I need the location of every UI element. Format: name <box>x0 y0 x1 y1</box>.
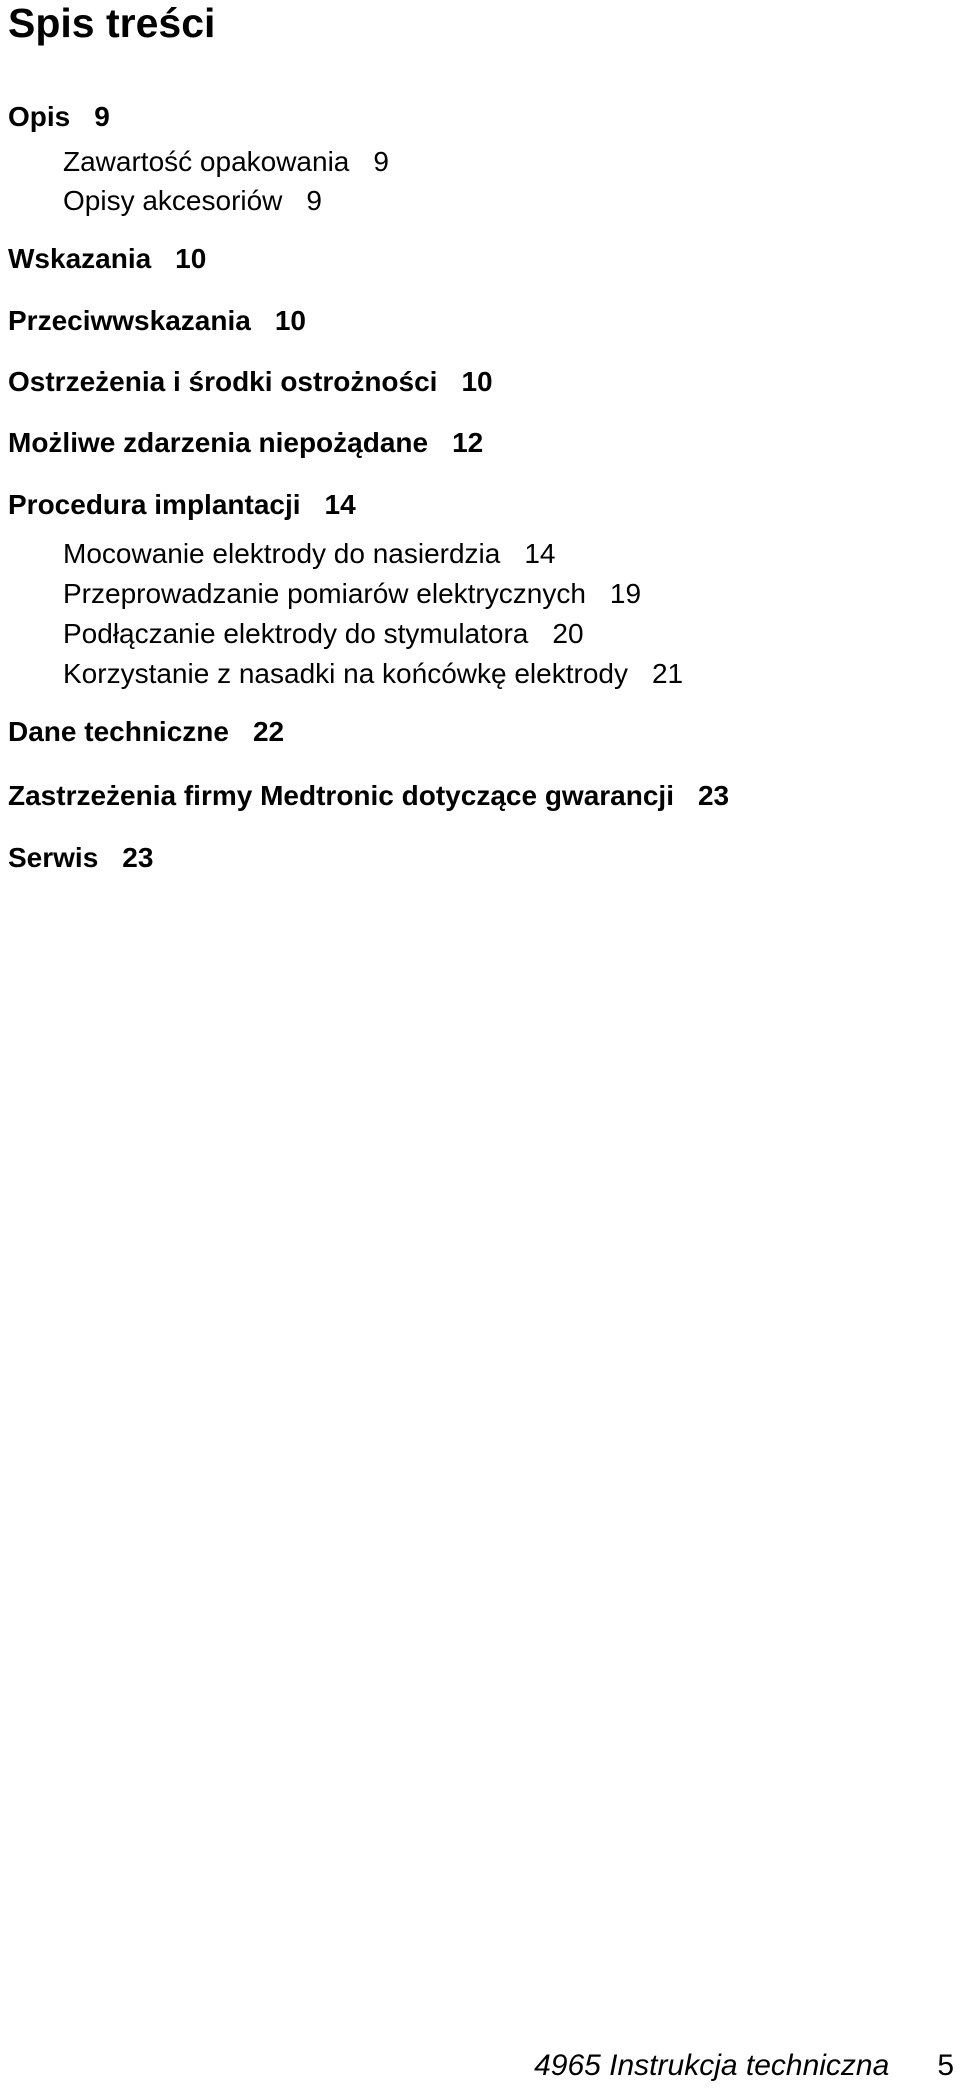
toc-entry-page: 9 <box>94 101 110 132</box>
toc-entry-label: Dane techniczne <box>8 716 229 747</box>
footer-document-title: 4965 Instrukcja techniczna <box>534 2049 890 2082</box>
toc-entry-procedura-implantacji[interactable] <box>8 488 356 522</box>
toc-entry-page: 14 <box>524 538 556 569</box>
toc-entry-label: Podłączanie elektrody do stymulatora <box>63 618 529 649</box>
toc-entry-label: Mocowanie elektrody do nasierdzia <box>63 538 501 569</box>
toc-entry-label: Korzystanie z nasadki na końcówkę elektrody <box>63 658 628 689</box>
toc-entry-dane-techniczne[interactable] <box>8 715 284 749</box>
page-title: Spis treści <box>8 0 216 46</box>
toc-entry-label: Zastrzeżenia firmy Medtronic dotyczące gwarancji <box>8 780 674 811</box>
toc-entry-przeciwwskazania[interactable] <box>8 304 306 338</box>
toc-entry-label: Możliwe zdarzenia niepożądane <box>8 427 429 458</box>
toc-entry-label: Opis <box>8 101 71 132</box>
toc-entry-page: 10 <box>274 305 306 336</box>
toc-entry-page: 10 <box>461 366 493 397</box>
toc-entry-mocowanie-elektrody[interactable] <box>63 537 556 571</box>
page-footer <box>534 2048 954 2084</box>
toc-entry-zastrzezenia-gwarancji[interactable] <box>8 779 729 813</box>
toc-entry-page: 23 <box>122 842 154 873</box>
toc-entry-label: Przeprowadzanie pomiarów elektrycznych <box>63 578 586 609</box>
toc-entry-opisy-akcesoriow[interactable] <box>63 184 322 218</box>
toc-entry-page: 19 <box>609 578 642 609</box>
toc-entry-page: 21 <box>651 658 684 689</box>
toc-entry-label: Procedura implantacji <box>8 489 301 520</box>
toc-entry-page: 9 <box>306 185 322 216</box>
toc-entry-page: 9 <box>373 146 389 177</box>
toc-entry-page: 14 <box>324 489 356 520</box>
toc-entry-page: 12 <box>452 427 484 458</box>
toc-entry-label: Opisy akcesoriów <box>63 185 283 216</box>
toc-entry-zawartosc-opakowania[interactable] <box>63 145 389 179</box>
toc-entry-zdarzenia-niepozadane[interactable] <box>8 426 483 460</box>
toc-entry-page: 20 <box>552 618 584 649</box>
toc-entry-podlaczanie-elektrody[interactable] <box>63 617 584 651</box>
toc-entry-nasadka-koncowka[interactable] <box>63 657 683 691</box>
toc-entry-page: 23 <box>697 780 730 811</box>
toc-entry-opis[interactable] <box>8 100 110 134</box>
toc-entry-serwis[interactable] <box>8 841 153 875</box>
toc-entry-label: Ostrzeżenia i środki ostrożności <box>8 366 438 397</box>
toc-entry-ostrzezenia[interactable] <box>8 365 493 399</box>
toc-entry-label: Zawartość opakowania <box>63 146 350 177</box>
toc-entry-label: Serwis <box>8 842 99 873</box>
toc-entry-page: 10 <box>175 243 207 274</box>
toc-entry-pomiary-elektryczne[interactable] <box>63 577 641 611</box>
toc-entry-label: Wskazania <box>8 243 152 274</box>
toc-entry-wskazania[interactable] <box>8 242 206 276</box>
footer-page-number: 5 <box>937 2049 954 2082</box>
toc-entry-page: 22 <box>252 716 285 747</box>
toc-entry-label: Przeciwwskazania <box>8 305 251 336</box>
